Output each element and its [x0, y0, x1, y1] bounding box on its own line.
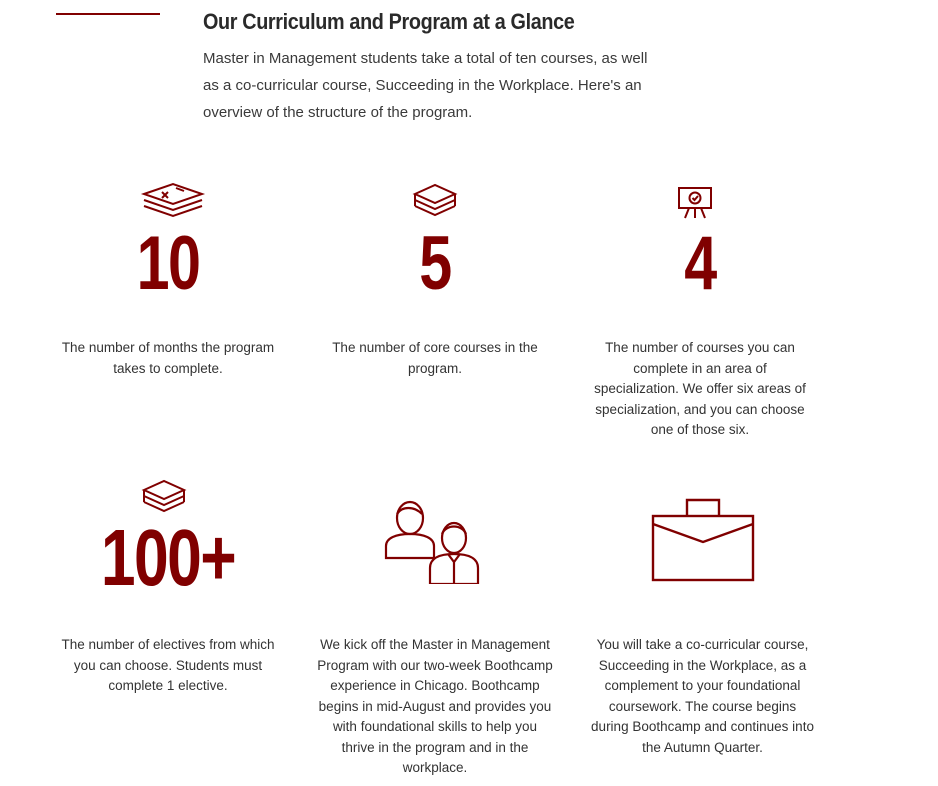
stat-description: We kick off the Master in Management Program with our two-week Boothcamp experience in Chicago. Boothcamp begins in mid-August and provides you with foundational skills to help you thrive in the program and in the workplace. — [317, 637, 553, 775]
stat-description: The number of months the program takes to complete. — [61, 340, 275, 376]
stat-description: You will take a co-curricular course, Succeeding in the Workplace, as a complement to your foundational coursework. The course begins during Boothcamp and continues into the Autumn Quarter. — [591, 637, 814, 755]
section-title: Our Curriculum and Program at a Glance — [203, 9, 575, 34]
stat-number: 100+ — [100, 513, 236, 602]
stat-specialization — [575, 180, 825, 437]
briefcase-icon — [651, 496, 755, 582]
stat-number: 10 — [136, 221, 200, 306]
stat-number: 5 — [419, 221, 451, 306]
accent-rule — [56, 13, 160, 15]
books-stack-icon — [141, 478, 187, 514]
stat-boothcamp — [310, 490, 560, 780]
stat-months — [43, 180, 293, 400]
stat-description: The number of core courses in the program. — [332, 340, 538, 376]
stat-number: 4 — [684, 221, 716, 306]
map-stack-icon — [140, 180, 206, 218]
people-icon — [384, 496, 480, 584]
stat-electives — [43, 478, 293, 708]
stat-description: The number of courses you can complete in an area of specialization. We offer six areas of specialization, and you can choose one of those six. — [594, 340, 806, 437]
books-stack-icon — [412, 182, 458, 218]
section-intro: Master in Management students take a total of ten courses, as well as a co-curricular course, Succeeding in the Workplace. Here's an overview of the structure of the program. — [203, 50, 648, 121]
stat-description: The number of electives from which you can choose. Students must complete 1 elective. — [61, 637, 275, 693]
presentation-easel-icon — [677, 186, 713, 220]
stat-core-courses — [310, 180, 560, 400]
stat-workplace — [575, 490, 825, 780]
